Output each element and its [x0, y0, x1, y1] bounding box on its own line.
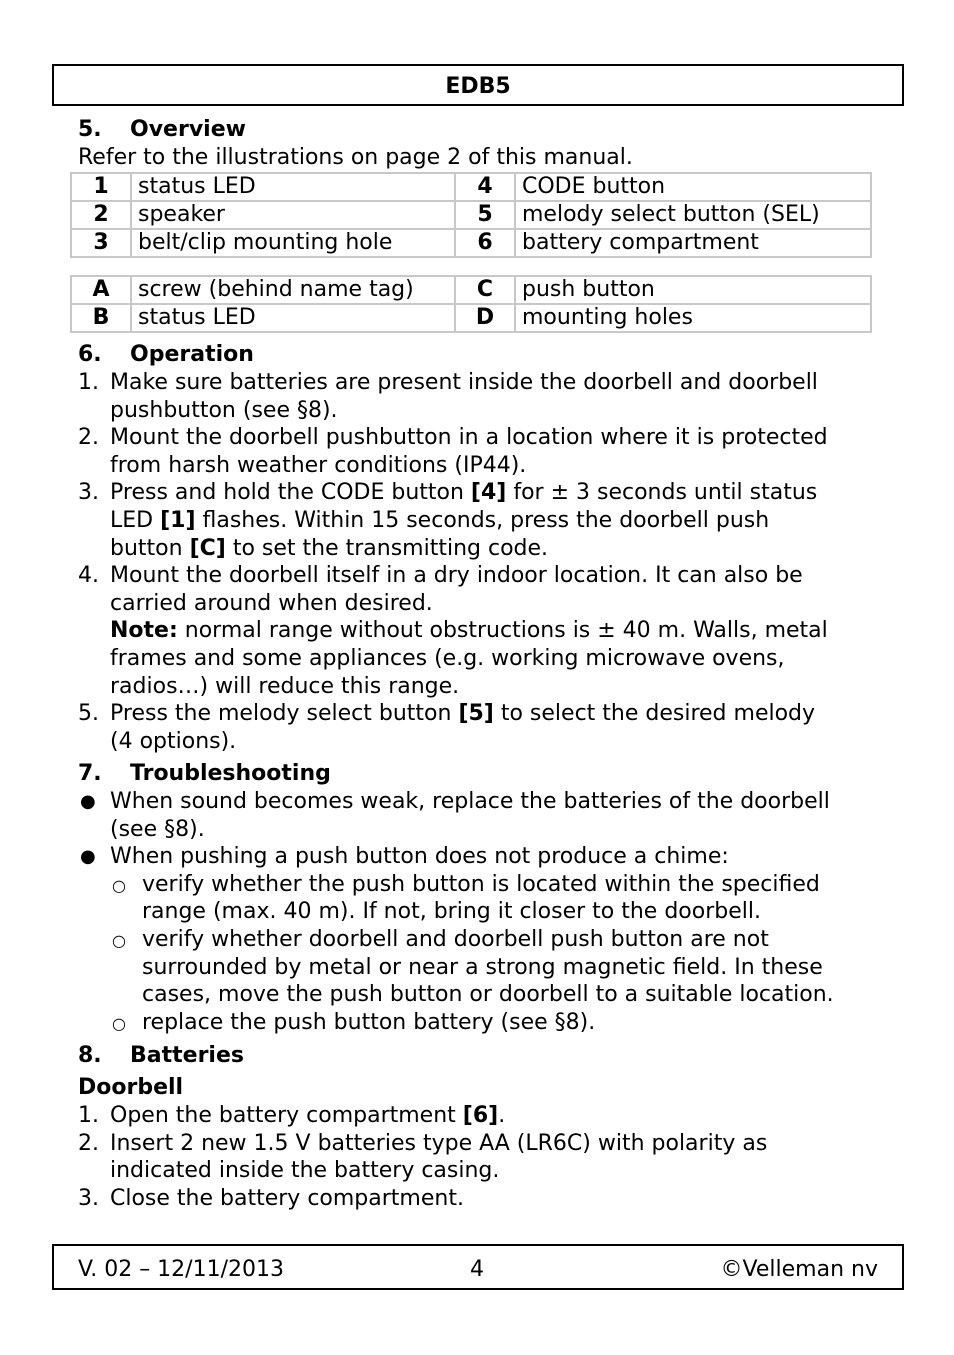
- list-item: ● When pushing a push button does not produce a chime: ○ verify whether the push button is located within the specified range (max. 40 m). If not, bring it closer to the doorbell. ○ verify whether doorbell and doorbell push button are not surrounded by metal or near a strong magnetic field. In these cases, move the push button or doorbell to a suitable location. ○ replace the push button battery (see §8).: [78, 843, 878, 1036]
- page-number: 4: [470, 1257, 484, 1282]
- list-item: 5. Press the melody select button [5] to select the desired melody (4 options).: [78, 701, 816, 754]
- section-troubleshooting-heading: 7. Troubleshooting: [78, 761, 331, 786]
- list-item: ● When sound becomes weak, replace the batteries of the doorbell (see §8).: [80, 789, 830, 842]
- doorbell-subheading: Doorbell: [78, 1075, 184, 1100]
- table-row: B status LED D mounting holes: [71, 304, 871, 332]
- overview-intro: Refer to the illustrations on page 2 of this manual.: [78, 145, 633, 170]
- table-row: 2 speaker 5 melody select button (SEL): [71, 201, 871, 229]
- battery-steps: [78, 1102, 878, 1212]
- bullet-icon: ●: [80, 791, 96, 812]
- troubleshooting-sublist: [110, 871, 878, 1037]
- troubleshooting-list: [78, 788, 878, 1036]
- list-item: ○ verify whether doorbell and doorbell push button are not surrounded by metal or near a strong magnetic field. In these cases, move the push button or doorbell to a suitable location.: [112, 926, 834, 1008]
- list-item: 1. Make sure batteries are present inside the doorbell and doorbell pushbutton (see §8).: [78, 370, 818, 423]
- list-item: 4. Mount the doorbell itself in a dry indoor location. It can also be carried around when desired. Note: normal range without obstructions is ± 40 m. Walls, metal frames and some appliances (e.g. working microwave ovens, radios…) will reduce this range.: [78, 563, 828, 699]
- list-item: ○ verify whether the push button is located within the specified range (max. 40 m). If not, bring it closer to the doorbell.: [112, 871, 820, 925]
- list-item: 2. Mount the doorbell pushbutton in a location where it is protected from harsh weather conditions (IP44).: [78, 425, 828, 478]
- header-box: [52, 64, 904, 106]
- model-title: EDB5: [445, 74, 511, 99]
- table-row: 3 belt/clip mounting hole 6 battery compartment: [71, 229, 871, 257]
- bullet-icon: ●: [80, 846, 96, 868]
- overview-table-letters: [70, 275, 872, 333]
- table-row: 1 status LED 4 CODE button: [71, 173, 871, 201]
- list-item: 3. Close the battery compartment.: [78, 1185, 464, 1211]
- list-item: 2. Insert 2 new 1.5 V batteries type AA (LR6C) with polarity as indicated inside the battery casing.: [78, 1130, 768, 1184]
- circle-bullet-icon: ○: [112, 875, 126, 895]
- footer-box: [52, 1244, 904, 1290]
- section-overview-heading: 5. Overview: [78, 117, 246, 142]
- overview-table-numbers: [70, 172, 872, 258]
- circle-bullet-icon: ○: [112, 930, 126, 950]
- section-operation-heading: 6. Operation: [78, 342, 254, 367]
- list-item: 1. Open the battery compartment [6].: [78, 1103, 506, 1128]
- circle-bullet-icon: ○: [112, 1013, 126, 1033]
- operation-steps: [78, 369, 878, 755]
- list-item: 3. Press and hold the CODE button [4] for ± 3 seconds until status LED [1] flashes. Within 15 seconds, press the doorbell push button [C] to set the transmitting code.: [78, 480, 818, 561]
- footer-version: V. 02 – 12/11/2013: [78, 1257, 284, 1282]
- section-batteries-heading: 8. Batteries: [78, 1043, 244, 1068]
- footer-copyright: ©Velleman nv: [720, 1257, 878, 1282]
- table-row: A screw (behind name tag) C push button: [71, 276, 871, 304]
- note-label: Note:: [110, 618, 178, 644]
- list-item: ○ replace the push button battery (see §8).: [110, 1009, 878, 1037]
